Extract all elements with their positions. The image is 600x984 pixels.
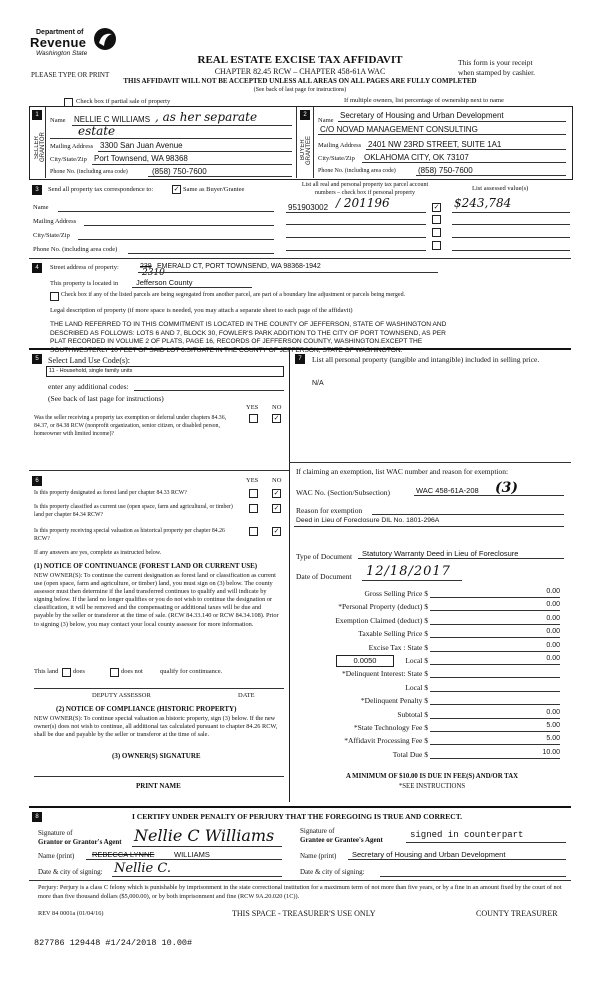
tax-line-label: Local $	[405, 682, 428, 692]
land-use-value: 11 - Household, single family units	[49, 368, 133, 374]
partial-sale-label: Check box if partial sale of property	[76, 98, 171, 105]
parcel-header-line2: numbers – check box if personal property	[315, 190, 415, 196]
see-back-instructions: (See back of last page for instructions)	[253, 87, 347, 93]
tax-line	[296, 589, 564, 601]
tax-line-label: Local $	[405, 656, 428, 665]
qualify-label: qualify for continuance.	[160, 668, 223, 675]
buyer-name-line1[interactable]: Secretary of Housing and Urban Development	[340, 111, 504, 120]
section6-yes-header: YES	[246, 477, 259, 484]
swirl-logo-icon	[92, 26, 118, 52]
section6-no-header: NO	[272, 477, 282, 484]
forest-yes-checkbox[interactable]	[249, 489, 258, 498]
seller-phone[interactable]: (858) 750-7600	[152, 167, 207, 176]
tax-line-value[interactable]: 0.00	[430, 588, 560, 598]
deputy-assessor-label: DEPUTY ASSESSOR	[92, 692, 151, 699]
seller-phone-label: Phone No. (including area code)	[50, 169, 128, 175]
parcel-4-personal-checkbox[interactable]	[432, 241, 441, 250]
tax-line-label: *Affidavit Processing Fee $	[344, 736, 428, 746]
receipt-note	[458, 58, 535, 78]
wac-number-value[interactable]: WAC 458-61A-208	[416, 486, 479, 495]
historic-yes-checkbox[interactable]	[249, 527, 258, 536]
tax-line	[296, 683, 564, 695]
doc-type-value[interactable]: Statutory Warranty Deed in Lieu of Foreclosure	[362, 549, 519, 558]
segregated-checkbox[interactable]	[50, 292, 59, 301]
additional-codes-label: enter any additional codes:	[48, 382, 129, 391]
assessed-value-handwritten[interactable]: $243,784	[454, 196, 512, 210]
seller-city-label: City/State/Zip	[50, 156, 87, 163]
dor-logo	[30, 26, 125, 66]
current-use-question: Is this property classified as current use (open space, farm and agricultural, or timber) land per chapter 84.34 RCW?	[34, 504, 233, 518]
doc-date-label: Date of Document	[296, 572, 352, 581]
parcel-header-line1: List all real and personal property tax parcel account	[301, 182, 429, 188]
section3-city-label: City/State/Zip	[33, 232, 70, 239]
tax-line-value[interactable]: 0.00	[430, 655, 560, 665]
does-label: does	[73, 668, 85, 675]
receipt-note-line2: when stamped by cashier.	[458, 68, 536, 77]
tax-line	[296, 750, 564, 762]
tax-line-label: *State Technology Fee $	[353, 723, 428, 732]
tax-line-value[interactable]	[430, 668, 560, 678]
seller-name-handwritten[interactable]: , as her separate	[155, 110, 258, 124]
multiple-owners-note: If multiple owners, list percentage of ownership next to name	[344, 97, 504, 104]
buyer-mailing-label: Mailing Address	[318, 142, 362, 149]
tax-line	[296, 629, 564, 641]
current-use-yes-checkbox[interactable]	[249, 504, 258, 513]
tax-line	[296, 656, 564, 668]
perjury-notice: Perjury: Perjury is a class C felony which is punishable by imprisonment in the state correctional institution for a maximum term of not more than five years, or by a fine in an amount fixed by the court of not more than five thousand dollars ($5,000.00), or by both imprisonment and fine (RCW 9A.20.020 (1C)).	[38, 884, 562, 900]
tax-line	[296, 602, 564, 614]
exemption-question: Was the seller receiving a property tax exemption or deferral under chapters 84.36, 84.37, or 84.38 RCW (nonprofit organization, senior citizen, or disabled person, homeowner with limited income)?	[34, 415, 227, 437]
seller-name-label: Name	[50, 117, 66, 124]
parcel-number-typed[interactable]: 951903002	[288, 203, 329, 212]
if-yes-instruction: If any answers are yes, complete as instructed below.	[34, 550, 162, 556]
historic-question: Is this property receiving special valuation as historical property per chapter 84.26 RCW?	[34, 528, 225, 542]
section5-no-header: NO	[272, 404, 282, 411]
section3-phone-label: Phone No. (including area code)	[33, 246, 118, 253]
continuance-text: NEW OWNER(S): To continue the current designation as forest land or classification as current use (open space, farm and agriculture, or timber) land, you must sign on (3) below. The county assessor must then determine if the land transferred continues to qualify and will indicate by signing below. If the land no longer qualifies or you do not wish to continue the designation or classification, it will be removed and the compensating or additional taxes will be due and payable by the seller or transferor at the time of sale. (RCW 84.33.140 or RCW 84.34.108). Prior to signing (3) below, you may contact your local county assessor for more information.	[34, 572, 279, 628]
does-checkbox[interactable]	[62, 668, 71, 677]
grantor-signature-label-line1: Signature of	[38, 829, 73, 837]
section-3-number: 3	[32, 185, 42, 195]
receipt-note-line1: This form is your receipt	[458, 58, 533, 67]
seller-mailing-label: Mailing Address	[50, 143, 94, 150]
owner-signature-label: (3) OWNER(S) SIGNATURE	[112, 752, 201, 760]
street-number-struck: 239	[140, 263, 152, 270]
grantor-name-print[interactable]: WILLIAMS	[174, 850, 210, 859]
grantor-signature-label	[38, 829, 122, 847]
legal-line-2: DESCRIBED AS FOLLOWS: LOTS 6 AND 7, BLOCK 30, FOWLER'S PARK ADDITION TO THE CITY OF PORT TOWNSEND, AS PER	[50, 329, 446, 337]
forest-no-checkbox[interactable]: ✓	[273, 489, 280, 497]
tax-line	[296, 669, 564, 681]
legal-line-4: SOUTHWESTERLY 10 FEET OF SAID LOT 6.SITUATE IN THE COUNTY OF JEFFERSON, STATE OF WASHINGTON.	[50, 346, 403, 354]
buyer-name-line2[interactable]: C/O NOVAD MANAGEMENT CONSULTING	[320, 125, 478, 134]
assessor-date-label: DATE	[238, 692, 255, 699]
seller-side-label: SELLER GRANTOR	[34, 132, 46, 163]
tax-line	[296, 696, 564, 708]
segregated-label: Check box if any of the listed parcels are being segregated from another parcel, are part of a boundary line adjustment or parcels being merged.	[61, 292, 406, 298]
grantor-signature-label-line2: Grantor or Grantor's Agent	[38, 838, 122, 846]
tax-line	[296, 723, 564, 735]
tax-line-value[interactable]: 5.00	[430, 722, 560, 732]
section5-see-back: (See back of last page for instructions)	[48, 394, 164, 403]
buyer-phone[interactable]: (858) 750-7600	[418, 166, 473, 175]
land-use-select[interactable]	[46, 366, 284, 377]
parcel-2-personal-checkbox[interactable]	[432, 215, 441, 224]
section-1-2-divider	[296, 107, 297, 178]
tax-line-value[interactable]: 0.00	[430, 642, 560, 652]
parcel-1-personal-checkbox[interactable]: ✓	[433, 203, 440, 211]
form-chapter: CHAPTER 82.45 RCW – CHAPTER 458-61A WAC	[214, 67, 386, 76]
tax-line-value[interactable]: 5.00	[430, 735, 560, 745]
does-not-label: does not	[121, 668, 143, 675]
county-treasurer-label: COUNTY TREASURER	[476, 909, 558, 918]
agency-line3: Washington State	[36, 50, 88, 57]
seller-mailing-address[interactable]: 3300 San Juan Avenue	[100, 141, 183, 150]
legal-line-1: THE LAND REFERRED TO IN THIS COMMITMENT IS LOCATED IN THE COUNTY OF JEFFERSON, STATE OF WASHINGTON AND	[50, 321, 447, 328]
section3-name-label: Name	[33, 204, 49, 211]
form-title: REAL ESTATE EXCISE TAX AFFIDAVIT	[197, 54, 403, 66]
send-correspondence-label: Send all property tax correspondence to:	[48, 186, 154, 193]
same-as-buyer-label: Same as Buyer/Grantee	[183, 186, 245, 193]
select-land-use-label: Select Land Use Code(s):	[48, 356, 130, 365]
grantor-name-struck: REBECCA LYNNE	[92, 850, 155, 859]
county[interactable]: Jefferson County	[136, 278, 193, 287]
section-4-number: 4	[32, 263, 42, 273]
wac-number-label: WAC No. (Section/Subsection)	[296, 488, 390, 497]
grantee-signature[interactable]: signed in counterpart	[410, 830, 524, 840]
tax-line-value[interactable]: 0.00	[430, 628, 560, 638]
agency-line2: Revenue	[30, 35, 87, 50]
form-warning: THIS AFFIDAVIT WILL NOT BE ACCEPTED UNLESS ALL AREAS ON ALL PAGES ARE FULLY COMPLETED	[123, 77, 477, 85]
wac-number-handwritten[interactable]: (3)	[495, 480, 518, 496]
section5-yes-header: YES	[246, 404, 259, 411]
legal-description-label: Legal description of property (if more space is needed, you may attach a separate sheet to each page of the affidavit)	[50, 307, 353, 314]
parcel-header	[280, 181, 450, 197]
street-number-handwritten[interactable]: 2310	[142, 268, 165, 278]
tax-line-label: Excise Tax : State $	[368, 642, 428, 652]
compliance-title: (2) NOTICE OF COMPLIANCE (HISTORIC PROPERTY)	[56, 705, 237, 713]
tax-line-label: *Delinquent Interest: State $	[341, 669, 428, 679]
doc-date-value[interactable]: 12/18/2017	[366, 564, 451, 579]
tax-line-label: *Delinquent Penalty $	[360, 696, 428, 706]
grantor-signature[interactable]: Nellie C Williams	[134, 826, 275, 845]
section-8-number: 8	[32, 812, 42, 822]
tax-line-label: Subtotal $	[397, 709, 428, 719]
form-revision: REV 84 0001a (01/04/16)	[38, 910, 104, 917]
section-1-number: 1	[32, 110, 42, 120]
street-address[interactable]: EMERALD CT, PORT TOWNSEND, WA 98368-1942	[157, 263, 321, 270]
located-in-label: This property is located in	[50, 280, 119, 287]
exemption-yes-checkbox[interactable]	[249, 414, 258, 423]
tax-line-label: *Personal Property (deduct) $	[338, 602, 428, 612]
compliance-text: NEW OWNER(S): To continue special valuation as historic property, sign (3) below. If the new owner(s) does not wish to continue, all additional tax calculated pursuant to chapter 84.26 RCW, shall be due and payable by the seller or transferor at the time of sale.	[34, 715, 278, 739]
tax-line-value[interactable]	[430, 695, 560, 705]
section3-mailing-label: Mailing Address	[33, 218, 77, 225]
reason-value[interactable]: Deed in Lieu of Foreclosure DIL No. 1801-296A	[296, 517, 440, 524]
same-as-buyer-checkbox[interactable]: ✓	[173, 185, 180, 193]
local-rate-box[interactable]: 0.0050	[336, 655, 394, 667]
tax-line-label: Exemption Claimed (deduct) $	[335, 615, 428, 625]
tax-line-value[interactable]: 0.00	[430, 601, 560, 611]
treasurer-use-label: THIS SPACE - TREASURER'S USE ONLY	[232, 909, 376, 918]
grantor-name-print-label: Name (print)	[38, 852, 75, 860]
grantee-signature-label-line2: Grantee or Grantee's Agent	[300, 836, 383, 844]
tax-line-value[interactable]: 0.00	[430, 709, 560, 719]
grantee-signature-label-line1: Signature of	[300, 827, 335, 835]
tax-line	[296, 710, 564, 722]
grantor-date-city-label: Date & city of signing:	[38, 868, 103, 876]
tax-line-value[interactable]	[430, 682, 560, 692]
grantee-name-print-label: Name (print)	[300, 852, 337, 860]
seller-city[interactable]: Port Townsend, WA 98368	[94, 154, 188, 163]
tax-line	[296, 616, 564, 628]
print-name-label: PRINT NAME	[136, 782, 181, 790]
tax-line-label: Taxable Selling Price $	[358, 629, 428, 639]
minimum-note: A MINIMUM OF $10.00 IS DUE IN FEE(S) AND/OR TAX	[345, 773, 519, 780]
grantee-signature-label	[300, 827, 383, 845]
seller-name-handwritten-2[interactable]: estate	[78, 124, 116, 138]
section-2-number: 2	[300, 110, 310, 120]
exemption-claim-label: If claiming an exemption, list WAC number and reason for exemption:	[296, 467, 509, 476]
doc-type-label: Type of Document	[296, 552, 353, 561]
buyer-mailing-address[interactable]: 2401 NW 23RD STREET, SUITE 1A1	[368, 140, 502, 149]
buyer-city[interactable]: OKLAHOMA CITY, OK 73107	[364, 153, 469, 162]
buyer-phone-label: Phone No. (including area code)	[318, 168, 396, 174]
personal-property-value[interactable]: N/A	[312, 380, 324, 387]
buyer-side-label: BUYER GRANTEE	[300, 135, 312, 165]
buyer-name-label: Name	[318, 117, 334, 124]
tax-line	[296, 736, 564, 748]
seller-name-typed[interactable]: NELLIE C WILLIAMS	[74, 115, 151, 124]
certify-statement: I CERTIFY UNDER PENALTY OF PERJURY THAT THE FOREGOING IS TRUE AND CORRECT.	[132, 812, 463, 821]
street-address-label: Street address of property:	[50, 264, 119, 271]
grantee-name-print[interactable]: Secretary of Housing and Urban Development	[352, 850, 506, 859]
personal-property-label: List all personal property (tangible and intangible) included in selling price.	[312, 355, 540, 364]
grantor-date-city[interactable]: Nellie C.	[114, 861, 171, 876]
section-7-number: 7	[295, 354, 305, 364]
historic-no-checkbox[interactable]: ✓	[273, 527, 280, 535]
does-not-checkbox[interactable]	[110, 668, 119, 677]
exemption-no-checkbox[interactable]: ✓	[273, 414, 280, 422]
section-6-number: 6	[32, 476, 42, 486]
legal-line-3: PLAT RECORDED IN VOLUME 2 OF PLATS, PAGE 16, RECORDS OF JEFFERSON COUNTY, WASHINGTON.EXCEPT THE	[50, 338, 423, 345]
forest-question: Is this property designated as forest land per chapter 84.33 RCW?	[34, 490, 187, 496]
please-type: PLEASE TYPE OR PRINT	[31, 71, 110, 79]
buyer-city-label: City/State/Zip	[318, 155, 355, 162]
tax-line-value[interactable]: 0.00	[430, 615, 560, 625]
reason-label: Reason for exemption	[296, 506, 363, 515]
continuance-title: (1) NOTICE OF CONTINUANCE (FOREST LAND OR CURRENT USE)	[34, 562, 258, 570]
see-instructions: *SEE INSTRUCTIONS	[398, 783, 466, 790]
tax-line-label: Gross Selling Price $	[364, 589, 428, 598]
current-use-no-checkbox[interactable]: ✓	[273, 504, 280, 512]
section-5-number: 5	[32, 354, 42, 364]
tax-line-label: Total Due $	[392, 749, 428, 759]
parcel-3-personal-checkbox[interactable]	[432, 228, 441, 237]
tax-line	[296, 643, 564, 655]
grantee-date-city-label: Date & city of signing:	[300, 868, 365, 876]
assessed-header: List assessed value(s)	[472, 185, 529, 192]
parcel-number-handwritten[interactable]: / 201196	[336, 196, 390, 210]
receipt-stamp: 827786 129448 #1/24/2018 10.00#	[34, 938, 193, 948]
agency-line1: Department of	[36, 29, 84, 36]
this-land-label: This land	[34, 668, 59, 675]
tax-line-value[interactable]: 10.00	[430, 749, 560, 759]
